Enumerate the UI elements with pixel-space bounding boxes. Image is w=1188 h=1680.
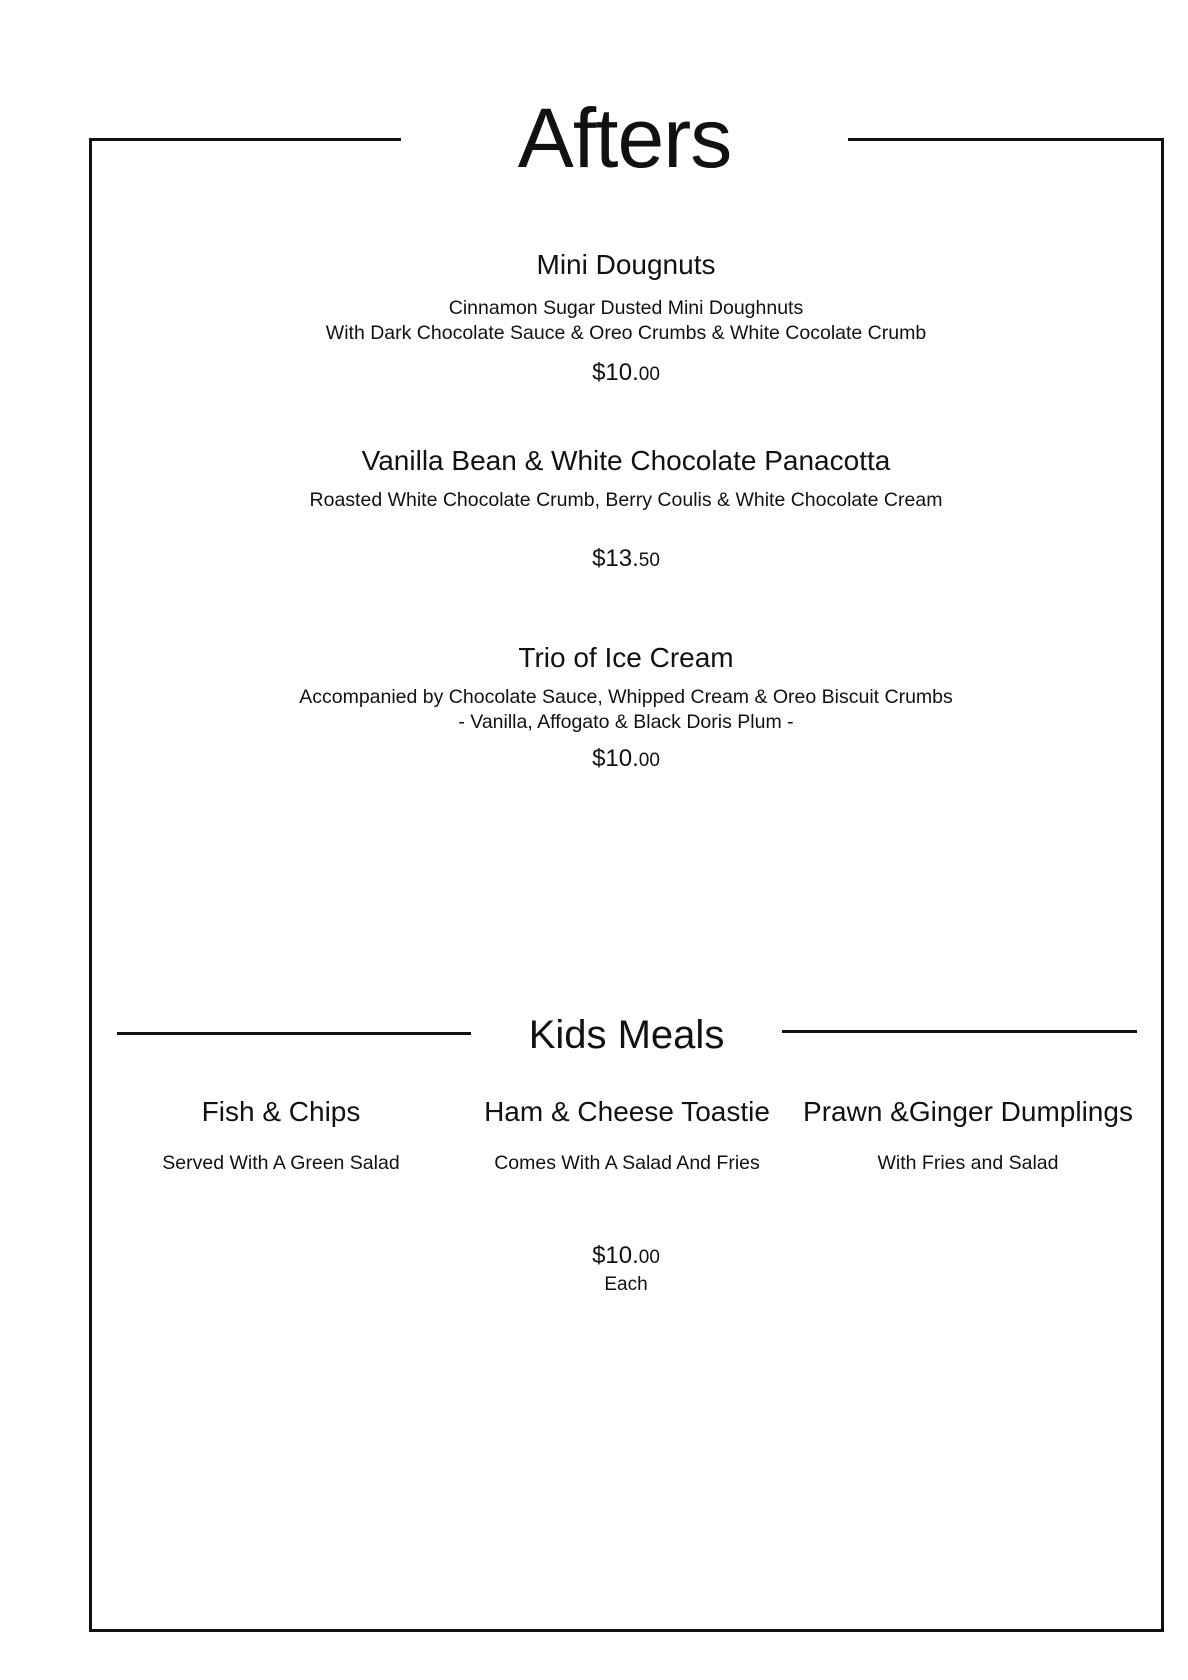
item-name: Mini Dougnuts: [536, 249, 716, 280]
item-description: [200, 296, 1052, 346]
item-description-line: - Vanilla, Affogato & Black Doris Plum -: [458, 711, 794, 733]
item-description-line: Accompanied by Chocolate Sauce, Whipped Cream & Oreo Biscuit Crumbs: [299, 686, 953, 708]
item-description: With Fries and Salad: [877, 1152, 1059, 1174]
kids-meals-title: Kids Meals: [528, 1013, 725, 1057]
item-price: [200, 544, 1052, 576]
price-dollars: $13.: [592, 545, 639, 572]
item-description-line: With Dark Chocolate Sauce & Oreo Crumbs & White Cocolate Crumb: [325, 322, 927, 344]
menu-item-mini-doughnuts: [200, 248, 1052, 390]
item-description: [200, 488, 1052, 513]
kids-item-fish-chips: [131, 1095, 431, 1176]
price-cents: 00: [638, 364, 660, 385]
item-name: Vanilla Bean & White Chocolate Panacotta: [361, 445, 891, 476]
price-cents: 00: [638, 1247, 660, 1268]
price-dollars: $10.: [592, 1242, 639, 1269]
item-price: [200, 744, 1052, 776]
frame-top-left-rule: [89, 138, 401, 141]
item-description-line: Roasted White Chocolate Crumb, Berry Coulis & White Chocolate Cream: [309, 489, 943, 511]
item-description-line: Cinnamon Sugar Dusted Mini Doughnuts: [448, 297, 804, 319]
menu-item-trio-ice-cream: [200, 641, 1052, 776]
item-name: Prawn &Ginger Dumplings: [803, 1096, 1133, 1127]
item-name: Fish & Chips: [201, 1096, 361, 1127]
kids-item-prawn-dumplings: [798, 1095, 1138, 1176]
item-description: Comes With A Salad And Fries: [494, 1152, 760, 1174]
frame-left-rule: [89, 138, 92, 1632]
price-cents: 50: [638, 550, 660, 571]
frame-right-rule: [1161, 138, 1164, 1632]
price-cents: 00: [638, 750, 660, 771]
item-price: [200, 358, 1052, 390]
kids-price: [526, 1241, 726, 1297]
item-name: Trio of Ice Cream: [518, 642, 734, 673]
kids-right-rule: [782, 1030, 1137, 1033]
item-name: Ham & Cheese Toastie: [484, 1096, 770, 1127]
price-note: Each: [604, 1274, 648, 1295]
item-price: [526, 1241, 726, 1273]
price-dollars: $10.: [592, 745, 639, 772]
frame-bottom-rule: [89, 1629, 1164, 1632]
menu-item-panacotta: [200, 444, 1052, 576]
item-description: Served With A Green Salad: [162, 1152, 400, 1174]
kids-item-ham-cheese-toastie: [471, 1095, 783, 1176]
frame-top-right-rule: [848, 138, 1164, 141]
kids-left-rule: [117, 1032, 471, 1035]
afters-title: Afters: [517, 91, 732, 185]
price-dollars: $10.: [592, 359, 639, 386]
item-description: [200, 685, 1052, 735]
